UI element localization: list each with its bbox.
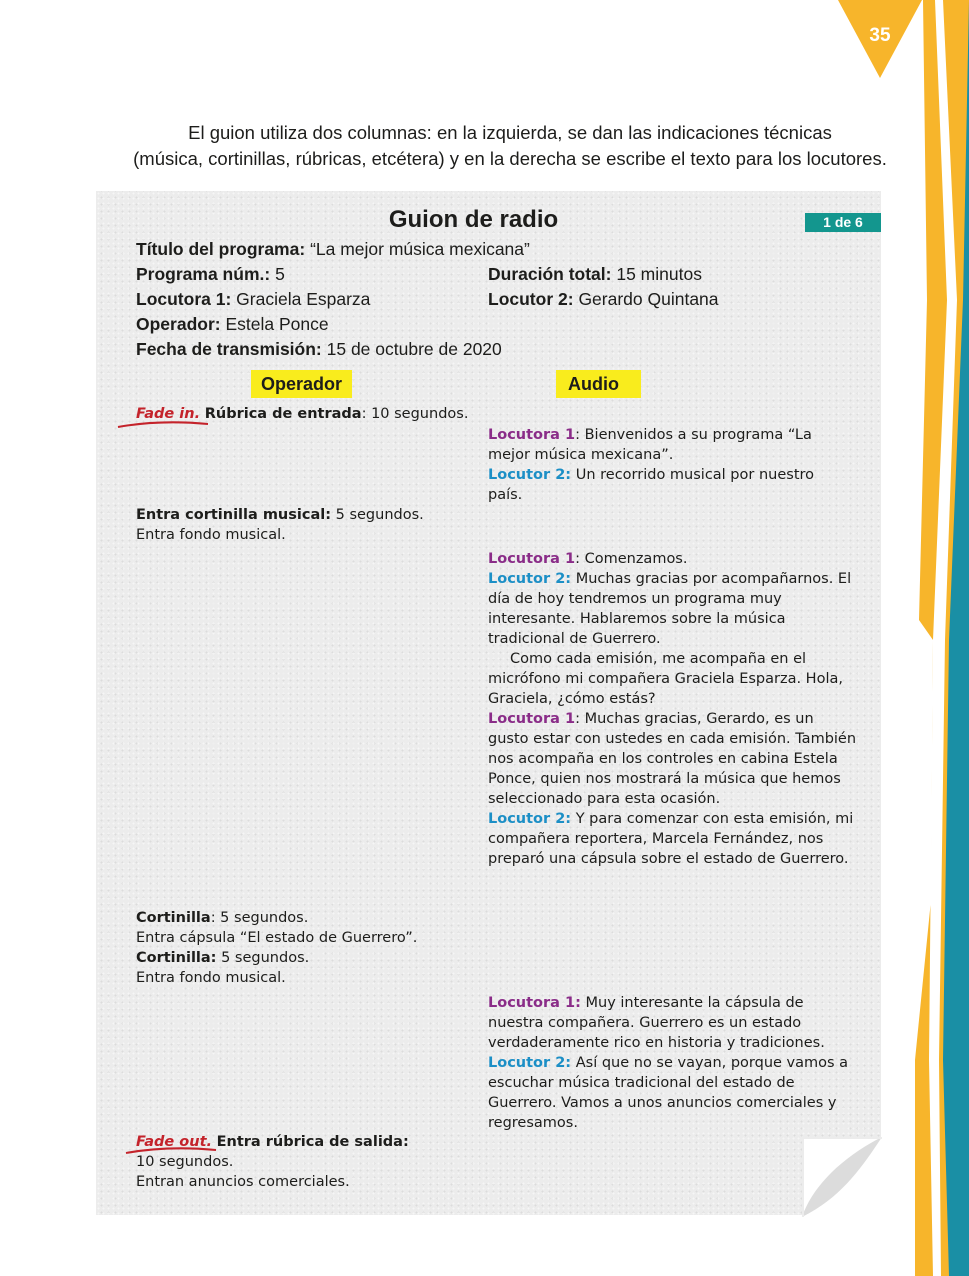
host1-value: Graciela Esparza (236, 289, 371, 309)
host1-label: Locutora 1: (136, 289, 232, 309)
host2-tag-2: Locutor 2: (488, 571, 572, 587)
jingle-duration: 5 segundos. (331, 507, 424, 523)
audio-line-capsule-comment: Muy interesante la cápsula de nuestra compañera. Guerrero es un estado verdaderamente rico en historia y tradiciones. (488, 995, 825, 1051)
duration-row (488, 262, 702, 287)
program-title-label: Título del programa: (136, 239, 306, 259)
broadcast-date-value: 15 de octubre de 2020 (326, 339, 502, 359)
host2-tag-3: Locutor 2: (488, 811, 572, 827)
program-number-row (136, 262, 285, 287)
audio-block-3 (488, 993, 850, 1133)
audio-line-tour: Un recorrido musical por nuestro país. (488, 467, 815, 503)
cortinilla-label-1: Cortinilla (136, 910, 211, 926)
intro-paragraph (120, 120, 900, 172)
audio-line-capsule-intro: Y para comenzar con esta emisión, mi compañera reportera, Marcela Fernández, nos preparó una cápsula sobre el estado de Guerrero. (488, 811, 854, 867)
page-badge: 1 de 6 (805, 213, 881, 232)
host1-tag-3: Locutora 1 (488, 711, 576, 727)
background-music-line-2: Entra fondo musical. (136, 970, 286, 986)
broadcast-date-label: Fecha de transmisión: (136, 339, 322, 359)
page-curl (802, 1137, 882, 1217)
duration-value: 15 minutos (616, 264, 702, 284)
operator-label: Operador: (136, 314, 221, 334)
entrance-rubric-label: Rúbrica de entrada (204, 406, 362, 422)
capsule-line: Entra cápsula “El estado de Guerrero”. (136, 930, 418, 946)
audio-line-greeting: : Muchas gracias, Gerardo, es un gusto estar con ustedes en cada emisión. También nos acompaña en los controles en cabina Estela Ponce, quien nos mostrará la música que hemos seleccionado para esta ocasión. (488, 711, 857, 807)
column-header-audio: Audio (556, 370, 641, 398)
cortinilla-label-2: Cortinilla: (136, 950, 217, 966)
operator-block-2 (136, 505, 424, 545)
jingle-label: Entra cortinilla musical: (136, 507, 331, 523)
fade-in-underline (116, 420, 210, 430)
commercials-line: Entran anuncios comerciales. (136, 1174, 350, 1190)
host2-label: Locutor 2: (488, 289, 574, 309)
audio-block-1 (488, 425, 833, 505)
host1-row (136, 287, 370, 312)
audio-line-welcome: : Bienvenidos a su programa “La mejor música mexicana”. (488, 427, 812, 463)
background-music-line: Entra fondo musical. (136, 527, 286, 543)
program-title-row (136, 237, 530, 262)
audio-line-intro-cohost: Como cada emisión, me acompaña en el micrófono mi compañera Graciela Esparza. Hola, Graciela, ¿cómo estás? (488, 651, 843, 707)
audio-line-thanks: Muchas gracias por acompañarnos. El día de hoy tendremos un programa muy interesante. Hablaremos sobre la música tradicional de Guerrero. (488, 571, 852, 647)
host1-tag-2: Locutora 1 (488, 551, 576, 567)
fade-out-underline (124, 1146, 218, 1156)
page-number: 35 (869, 25, 891, 46)
host1-tag-4: Locutora 1: (488, 995, 581, 1011)
operator-value: Estela Ponce (225, 314, 329, 334)
program-number-value: 5 (275, 264, 285, 284)
audio-line-dont-leave: Así que no se vayan, porque vamos a escuchar música tradicional del estado de Guerrero. Vamos a unos anuncios comerciales y regresamos. (488, 1055, 849, 1131)
exit-rubric-duration: 10 segundos. (136, 1154, 234, 1170)
exit-rubric-label: Entra rúbrica de salida: (216, 1134, 409, 1150)
duration-label: Duración total: (488, 264, 612, 284)
page-edge-decoration (909, 0, 969, 1276)
program-number-label: Programa núm.: (136, 264, 271, 284)
host2-value: Gerardo Quintana (578, 289, 719, 309)
audio-block-2 (488, 549, 858, 869)
cortinilla-duration-2: 5 segundos. (216, 950, 310, 966)
host2-tag-4: Locutor 2: (488, 1055, 572, 1071)
broadcast-date-row (136, 337, 502, 362)
script-title: Guion de radio (388, 206, 559, 233)
operator-block-4 (136, 1132, 409, 1192)
fade-out-label: Fade out. (136, 1134, 213, 1150)
audio-line-start: : Comenzamos. (575, 551, 688, 567)
column-header-operator: Operador (251, 370, 352, 398)
intro-line-2: (música, cortinillas, rúbricas, etcétera) y en la derecha se escribe el texto para los locutores. (133, 148, 887, 169)
cortinilla-duration-1: : 5 segundos. (210, 910, 309, 926)
host2-tag: Locutor 2: (488, 467, 572, 483)
operator-row (136, 312, 329, 337)
intro-line-1: El guion utiliza dos columnas: en la izquierda, se dan las indicaciones técnicas (188, 122, 832, 143)
host2-row (488, 287, 719, 312)
host1-tag: Locutora 1 (488, 427, 576, 443)
fade-in-label: Fade in. (136, 406, 201, 422)
entrance-rubric-duration: : 10 segundos. (361, 406, 469, 422)
program-title-value: “La mejor música mexicana” (310, 239, 530, 259)
operator-block-3 (136, 908, 417, 988)
